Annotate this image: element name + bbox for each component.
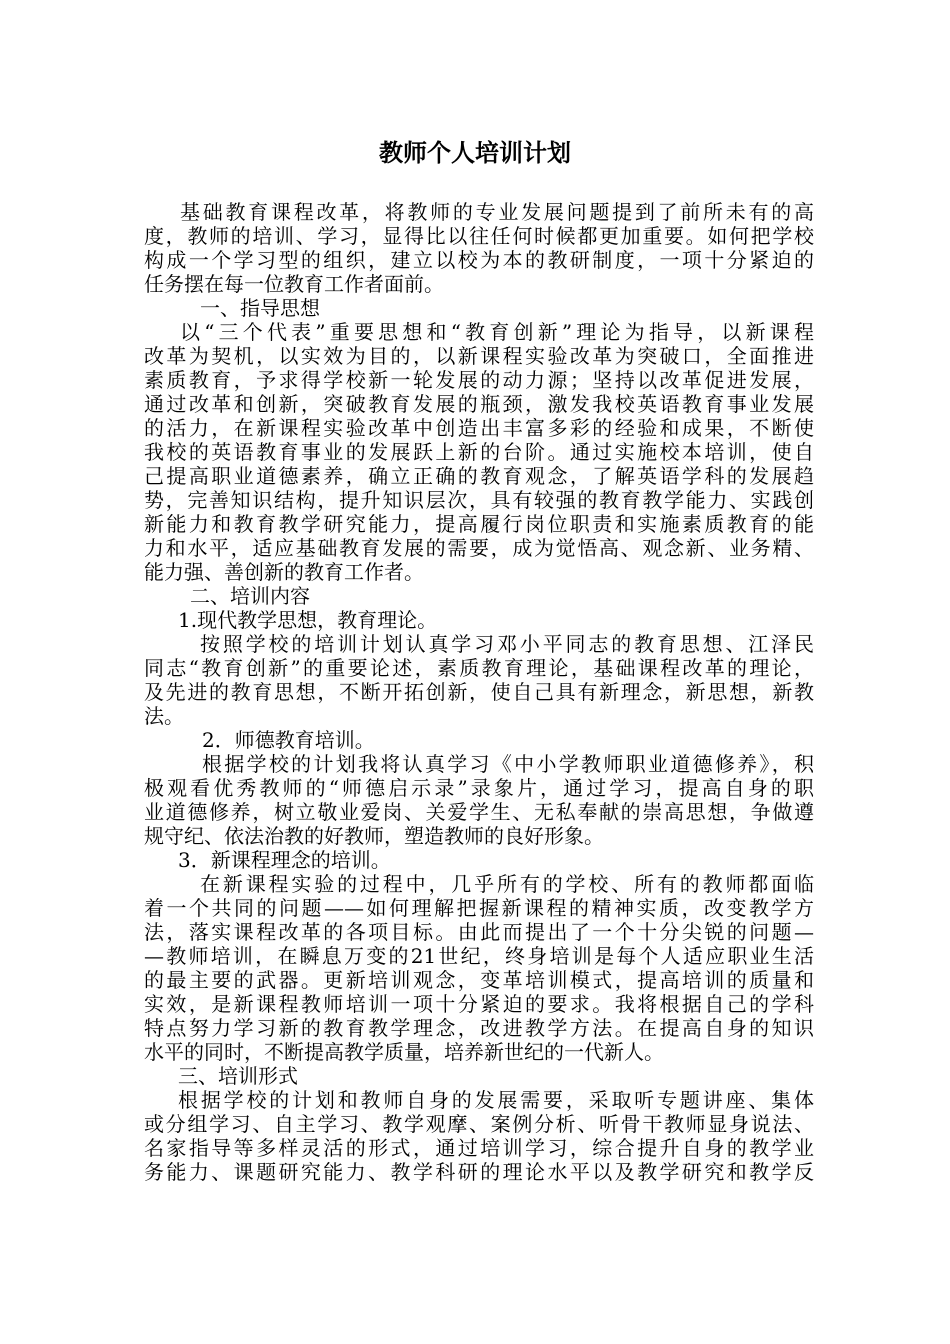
body-text-line: 名家指导等多样灵活的形式，通过培训学习，综合提升自身的教学业: [144, 1136, 814, 1160]
body-text-line: 新能力和教育教学研究能力，提高履行岗位职责和实施素质教育的能: [144, 512, 814, 536]
body-text-line: 二、培训内容: [190, 584, 310, 608]
body-text-line: 三、培训形式: [178, 1064, 298, 1088]
body-text-line: 法，落实课程改革的各项目标。由此而提出了一个十分尖锐的问题—: [144, 920, 814, 944]
body-text-line: 水平的同时，不断提高教学质量，培养新世纪的一代新人。: [144, 1040, 664, 1064]
body-text-line: —教师培训，在瞬息万变的21世纪，终身培训是每个人适应职业生活: [144, 944, 814, 968]
body-text-line: 通过改革和创新，突破教育发展的瓶颈，激发我校英语教育事业发展: [144, 392, 814, 416]
body-text-line: 任务摆在每一位教育工作者面前。: [144, 272, 444, 296]
body-text-line: 己提高职业道德素养，确立正确的教育观念，了解英语学科的发展趋: [144, 464, 814, 488]
body-text-line: 务能力、课题研究能力、教学科研的理论水平以及教学研究和教学反: [144, 1160, 814, 1184]
body-text-line: 素质教育，予求得学校新一轮发展的动力源；坚持以改革促进发展，: [144, 368, 814, 392]
body-text-line: 业道德修养，树立敬业爱岗、关爱学生、无私奉献的崇高思想，争做遵: [144, 800, 814, 824]
body-text-line: 改革为契机，以实效为目的，以新课程实验改革为突破口，全面推进: [144, 344, 814, 368]
body-text-line: 在新课程实验的过程中，几乎所有的学校、所有的教师都面临: [200, 872, 814, 896]
body-text-line: 特点努力学习新的教育教学理念，改进教学方法。在提高自身的知识: [144, 1016, 814, 1040]
body-text-line: 的活力，在新课程实验改革中创造出丰富多彩的经验和成果，不断使: [144, 416, 814, 440]
body-text-line: 构成一个学习型的组织，建立以校为本的教研制度，一项十分紧迫的: [144, 248, 814, 272]
body-text-line: 着一个共同的问题——如何理解把握新课程的精神实质，改变教学方: [144, 896, 814, 920]
body-text-line: 实效，是新课程教师培训一项十分紧迫的要求。我将根据自己的学科: [144, 992, 814, 1016]
document-title: 教师个人培训计划: [379, 139, 571, 167]
body-text-line: 我校的英语教育事业的发展跃上新的台阶。通过实施校本培训，使自: [144, 440, 814, 464]
body-text-line: 度，教师的培训、学习，显得比以往任何时候都更加重要。如何把学校: [144, 224, 814, 248]
body-text-line: 及先进的教育思想，不断开拓创新，使自己具有新理念，新思想，新教: [144, 680, 814, 704]
body-text-line: 3．新课程理念的培训。: [178, 848, 391, 872]
body-text-line: 按照学校的培训计划认真学习邓小平同志的教育思想、江泽民: [200, 632, 814, 656]
body-text-line: 或分组学习、自主学习、教学观摩、案例分析、听骨干教师显身说法、: [144, 1112, 814, 1136]
body-text-line: 以“三个代表”重要思想和“教育创新”理论为指导，以新课程: [180, 320, 814, 344]
body-text-line: 1.现代教学思想，教育理论。: [178, 608, 438, 632]
body-text-line: 力和水平，适应基础教育发展的需要，成为觉悟高、观念新、业务精、: [144, 536, 814, 560]
body-text-line: 2．师德教育培训。: [202, 728, 375, 752]
body-text-line: 极观看优秀教师的“师德启示录”录象片，通过学习，提高自身的职: [144, 776, 814, 800]
body-text-line: 基础教育课程改革，将教师的专业发展问题提到了前所未有的高: [180, 200, 814, 224]
body-text-line: 同志“教育创新”的重要论述，素质教育理论，基础课程改革的理论，: [144, 656, 814, 680]
body-text-line: 规守纪、依法治教的好教师，塑造教师的良好形象。: [144, 824, 604, 848]
body-text-line: 根据学校的计划我将认真学习《中小学教师职业道德修养》，积: [202, 752, 814, 776]
body-text-line: 势，完善知识结构，提升知识层次，具有较强的教育教学能力、实践创: [144, 488, 814, 512]
body-text-line: 能力强、善创新的教育工作者。: [144, 560, 424, 584]
body-text-line: 一、指导思想: [200, 296, 320, 320]
body-text-line: 的最主要的武器。更新培训观念，变革培训模式，提高培训的质量和: [144, 968, 814, 992]
body-text-line: 根据学校的计划和教师自身的发展需要，采取听专题讲座、集体: [178, 1088, 814, 1112]
body-text-line: 法。: [144, 704, 184, 728]
